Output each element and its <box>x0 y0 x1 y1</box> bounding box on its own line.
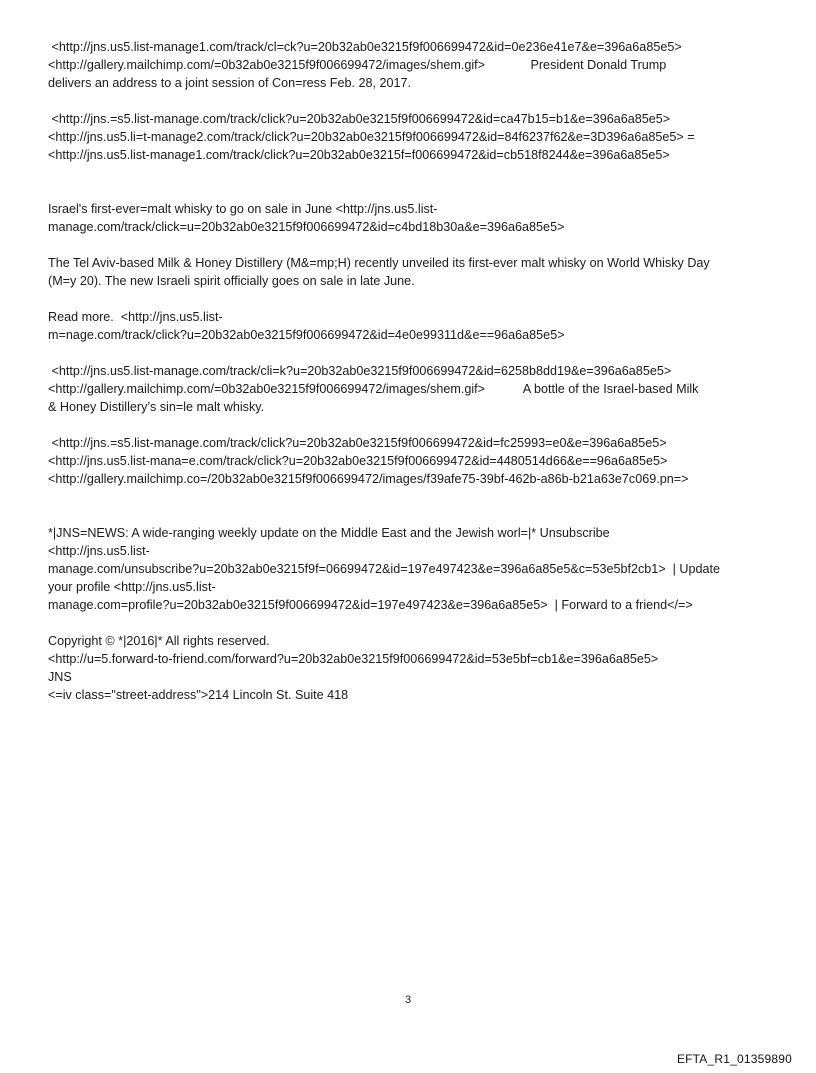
link-line: <http://jns.us5.list-mana=e.com/track/click?u=20b32ab0e3215f9f006699472&id=4480514d66&e==96a6a85e5> <box>48 454 668 468</box>
article-summary <box>48 254 776 290</box>
summary-line: (M=y 20). The new Israeli spirit officially goes on sale in late June. <box>48 274 415 288</box>
link-line: <http://jns.us5.list-manage1.com/track/click?u=20b32ab0e3215f=f006699472&id=cb518f8244&e=396a6a85e5> <box>48 148 670 162</box>
copyright-block <box>48 632 776 704</box>
organization-name: JNS <box>48 670 72 684</box>
link-line: <http://jns.=s5.list-manage.com/track/click?u=20b32ab0e3215f9f006699472&id=fc25993=e0&e=396a6a85e5> <box>48 436 667 450</box>
link-line: <http://gallery.mailchimp.co=/20b32ab0e3215f9f006699472/images/f39afe75-39bf-462b-a86b-b21a63e7c069.pn=> <box>48 472 689 486</box>
link-line: <http://jns.us5.li=t-manage2.com/track/click?u=20b32ab0e3215f9f006699472&id=84f6237f62&e=3D396a6a85e5> = <box>48 130 695 144</box>
newsletter-footer <box>48 524 776 614</box>
email-body <box>48 38 776 704</box>
photo-caption-block-trump <box>48 38 776 92</box>
image-link-line: <http://gallery.mailchimp.com/=0b32ab0e3215f9f006699472/images/shem.gif> President Donald Trump <box>48 58 667 72</box>
read-more <box>48 308 776 344</box>
caption-line: delivers an address to a joint session of Con=ress Feb. 28, 2017. <box>48 76 411 90</box>
link-line: <http://jns.us5.list-manage.com/track/cli=k?u=20b32ab0e3215f9f006699472&id=6258b8dd19&e=396a6a85e5> <box>48 364 672 378</box>
read-more-line: Read more. <http://jns.us5.list- <box>48 310 223 324</box>
caption-line: & Honey Distillery’s sin=le malt whisky. <box>48 400 265 414</box>
link-block <box>48 110 776 164</box>
headline-link-line: manage.com/track/click=u=20b32ab0e3215f9f006699472&id=c4bd18b30a&e=396a6a85e5> <box>48 220 565 234</box>
link-line: <http://jns.=s5.list-manage.com/track/click?u=20b32ab0e3215f9f006699472&id=ca47b15=b1&e=396a6a85e5> <box>48 112 671 126</box>
footer-line: <http://jns.us5.list- <box>48 544 150 558</box>
street-address: <=iv class="street-address">214 Lincoln St. Suite 418 <box>48 688 349 702</box>
document-id: EFTA_R1_01359890 <box>676 1052 792 1066</box>
link-block <box>48 434 776 488</box>
headline-line: Israel's first-ever=malt whisky to go on sale in June <http://jns.us5.list- <box>48 202 438 216</box>
footer-line: manage.com/unsubscribe?u=20b32ab0e3215f9f=06699472&id=197e497423&e=396a6a85e5&c=53e5bf2cb1> | Update <box>48 562 721 576</box>
page-number: 3 <box>404 994 412 1006</box>
footer-line: manage.com=profile?u=20b32ab0e3215f9f006699472&id=197e497423&e=396a6a85e5> | Forward to a friend</=> <box>48 598 693 612</box>
copyright-line: Copyright © *|2016|* All rights reserved. <box>48 634 270 648</box>
footer-line: *|JNS=NEWS: A wide-ranging weekly update on the Middle East and the Jewish worl=|* Unsubscribe <box>48 526 610 540</box>
photo-caption-block-whisky <box>48 362 776 416</box>
image-link-line: <http://gallery.mailchimp.com/=0b32ab0e3215f9f006699472/images/shem.gif> A bottle of the Israel-based Milk <box>48 382 699 396</box>
read-more-link-line: m=nage.com/track/click?u=20b32ab0e3215f9f006699472&id=4e0e99311d&e==96a6a85e5> <box>48 328 565 342</box>
link-line: <http://jns.us5.list-manage1.com/track/cl=ck?u=20b32ab0e3215f9f006699472&id=0e236e41e7&e=396a6a85e5> <box>48 40 682 54</box>
article-headline <box>48 200 776 236</box>
summary-line: The Tel Aviv-based Milk & Honey Distillery (M&=mp;H) recently unveiled its first-ever malt whisky on World Whisky Day <box>48 256 710 270</box>
forward-link-line: <http://u=5.forward-to-friend.com/forward?u=20b32ab0e3215f9f006699472&id=53e5bf=cb1&e=396a6a85e5> <box>48 652 659 666</box>
footer-line: your profile <http://jns.us5.list- <box>48 580 216 594</box>
